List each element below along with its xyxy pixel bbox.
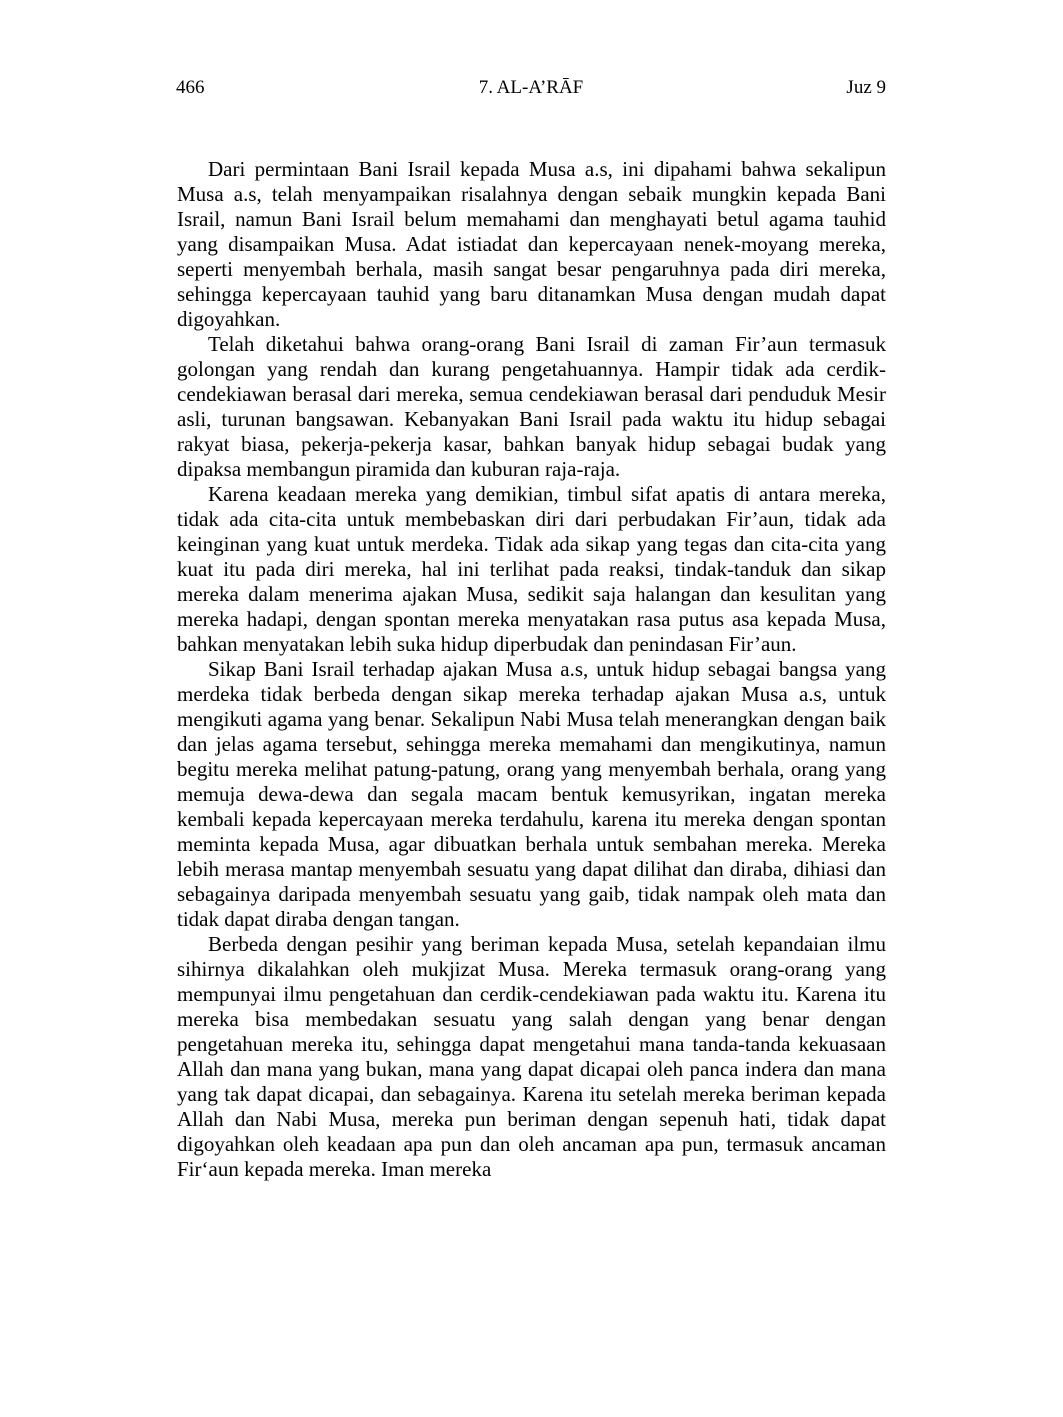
paragraph-5: Berbeda dengan pesihir yang beriman kepada Musa, setelah kepandaian ilmu sihirnya dikalahkan oleh mukjizat Musa. Mereka termasuk orang-orang yang mempunyai ilmu pengetahuan dan cerdik-cendekiawan pada waktu itu. Karena itu mereka bisa membedakan sesuatu yang salah dengan yang benar dengan pengetahuan mereka itu, sehingga dapat mengetahui mana tanda-tanda kekuasaan Allah dan mana yang bukan, mana yang dapat dicapai oleh panca indera dan mana yang tak dapat dicapai, dan sebagainya. Karena itu setelah mereka beriman kepada Allah dan Nabi Musa, mereka pun beriman dengan sepenuh hati, tidak dapat digoyahkan oleh keadaan apa pun dan oleh ancaman apa pun, termasuk ancaman Fir‘aun kepada mereka. Iman mereka [177,932,886,1181]
paragraph-1: Dari permintaan Bani Israil kepada Musa a.s, ini dipahami bahwa sekalipun Musa a.s, telah menyampaikan risalahnya dengan sebaik mungkin kepada Bani Israil, namun Bani Israil belum memahami dan menghayati betul agama tauhid yang disampaikan Musa. Adat istiadat dan kepercayaan nenek-moyang mereka, seperti menyembah berhala, masih sangat besar pengaruhnya pada diri mereka, sehingga kepercayaan tauhid yang baru ditanamkan Musa dengan mudah dapat digoyahkan. [177,157,886,331]
running-header [176,76,886,104]
body-text [177,157,886,1182]
paragraph-3: Karena keadaan mereka yang demikian, timbul sifat apatis di antara mereka, tidak ada cita-cita untuk membebaskan diri dari perbudakan Fir’aun, tidak ada keinginan yang kuat untuk merdeka. Tidak ada sikap yang tegas dan cita-cita yang kuat itu pada diri mereka, hal ini terlihat pada reaksi, tindak-tanduk dan sikap mereka dalam menerima ajakan Musa, sedikit saja halangan dan kesulitan yang mereka hadapi, dengan spontan mereka menyatakan rasa putus asa kepada Musa, bahkan menyatakan lebih suka hidup diperbudak dan penindasan Fir’aun. [177,482,886,656]
paragraph-4: Sikap Bani Israil terhadap ajakan Musa a.s, untuk hidup sebagai bangsa yang merdeka tidak berbeda dengan sikap mereka terhadap ajakan Musa a.s, untuk mengikuti agama yang benar. Sekalipun Nabi Musa telah menerangkan dengan baik dan jelas agama tersebut, sehingga mereka memahami dan mengikutinya, namun begitu mereka melihat patung-patung, orang yang menyembah berhala, orang yang memuja dewa-dewa dan segala macam bentuk kemusyrikan, ingatan mereka kembali kepada kepercayaan mereka terdahulu, karena itu mereka dengan spontan meminta kepada Musa, agar dibuatkan berhala untuk sembahan mereka. Mereka lebih merasa mantap menyembah sesuatu yang dapat dilihat dan diraba, dihiasi dan sebagainya daripada menyembah sesuatu yang gaib, tidak nampak oleh mata dan tidak dapat diraba dengan tangan. [177,657,886,931]
juz-label: Juz 9 [846,77,886,98]
page-number: 466 [176,77,205,98]
paragraph-2: Telah diketahui bahwa orang-orang Bani Israil di zaman Fir’aun termasuk golongan yang rendah dan kurang pengetahuannya. Hampir tidak ada cerdik-cendekiawan berasal dari mereka, semua cendekiawan berasal dari penduduk Mesir asli, turunan bangsawan. Kebanyakan Bani Israil pada waktu itu hidup sebagai rakyat biasa, pekerja-pekerja kasar, bahkan banyak hidup sebagai budak yang dipaksa membangun piramida dan kuburan raja-raja. [177,332,886,481]
chapter-title: 7. AL-A’RĀF [478,77,584,98]
